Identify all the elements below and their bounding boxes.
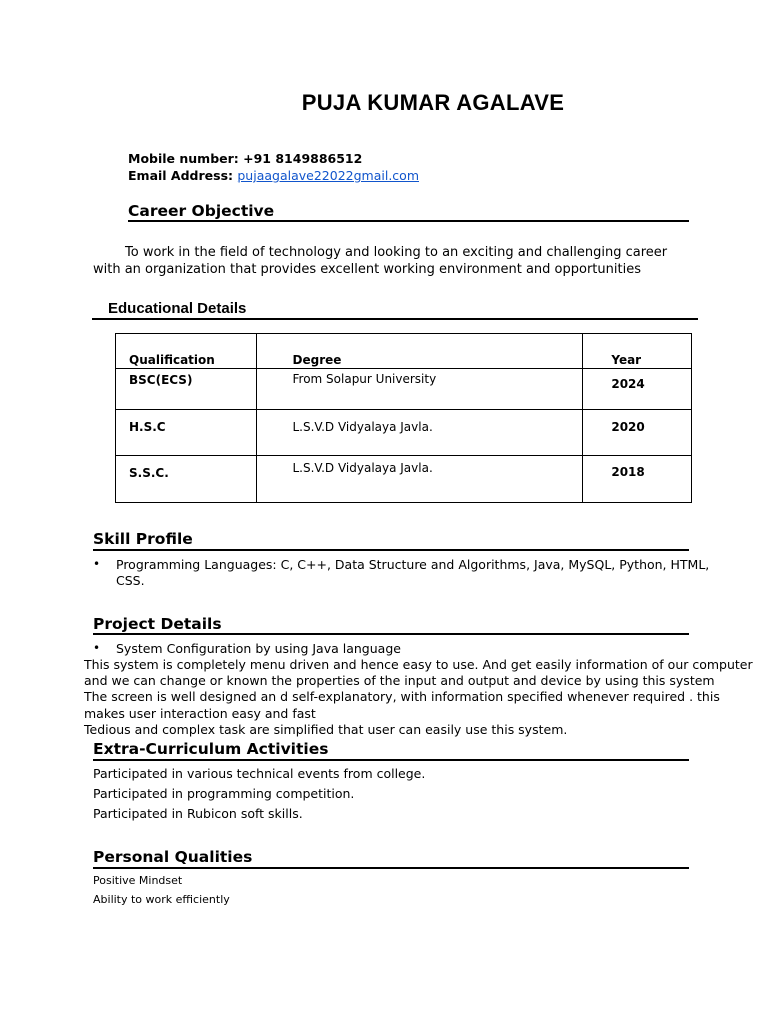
extra-item: Participated in programming competition. [93, 786, 355, 801]
extra-item: Participated in Rubicon soft skills. [93, 806, 303, 821]
header-degree: Degree [292, 353, 342, 367]
row-degree: L.S.V.D Vidyalaya Javla. [292, 461, 433, 475]
email-line [128, 168, 419, 183]
project-line: makes user interaction easy and fast [84, 706, 316, 721]
skill-line1: Programming Languages: C, C++, Data Structure and Algorithms, Java, MySQL, Python, HTML, [116, 557, 710, 572]
skill-profile-rule [93, 549, 689, 551]
project-line: and we can change or known the properties of the input and output and device by using this system [84, 673, 715, 688]
table-row [116, 369, 692, 410]
project-details-rule [93, 633, 689, 635]
bullet-icon: • [93, 557, 101, 571]
bullet-icon: • [93, 641, 101, 655]
header-year: Year [611, 353, 642, 367]
extra-curriculum-rule [93, 759, 689, 761]
row-year: 2020 [611, 420, 645, 434]
email-link[interactable]: pujaagalave22022gmail.com [237, 168, 419, 183]
row-qualification: H.S.C [129, 420, 166, 434]
personal-qualities-heading: Personal Qualities [93, 848, 253, 866]
email-label: Email Address: [128, 168, 234, 183]
project-bullet: System Configuration by using Java language [116, 641, 401, 656]
row-qualification: S.S.C. [129, 466, 169, 480]
project-line: This system is completely menu driven and hence easy to use. And get easily information of our computer [84, 657, 753, 672]
row-year: 2024 [611, 377, 645, 391]
education-rule [92, 318, 698, 320]
quality-item: Positive Mindset [93, 874, 183, 887]
row-degree: L.S.V.D Vidyalaya Javla. [292, 420, 433, 434]
education-heading: Educational Details [108, 300, 247, 317]
education-table [115, 333, 692, 503]
row-degree: From Solapur University [292, 372, 437, 386]
project-details-heading: Project Details [93, 615, 222, 633]
skill-profile-heading: Skill Profile [93, 530, 193, 548]
table-header-row [116, 334, 692, 369]
table-row [116, 410, 692, 456]
skill-line2: CSS. [116, 573, 145, 588]
career-objective-line2: with an organization that provides excellent working environment and opportunities [93, 262, 641, 277]
mobile-number: Mobile number: +91 8149886512 [128, 151, 363, 166]
resume-name: PUJA KUMAR AGALAVE [301, 90, 565, 115]
career-objective-rule [128, 220, 689, 222]
career-objective-heading: Career Objective [128, 202, 275, 220]
row-qualification: BSC(ECS) [129, 373, 193, 387]
quality-item: Ability to work efficiently [93, 893, 230, 906]
extra-item: Participated in various technical events from college. [93, 766, 426, 781]
table-row [116, 456, 692, 503]
project-line: Tedious and complex task are simplified that user can easily use this system. [84, 722, 568, 737]
personal-qualities-rule [93, 867, 689, 869]
row-year: 2018 [611, 465, 645, 479]
project-line: The screen is well designed an d self-explanatory, with information specified whenever required . this [84, 689, 720, 704]
header-qualification: Qualification [129, 353, 215, 367]
extra-curriculum-heading: Extra-Curriculum Activities [93, 740, 329, 758]
career-objective-line1: To work in the field of technology and looking to an exciting and challenging career [125, 245, 668, 260]
